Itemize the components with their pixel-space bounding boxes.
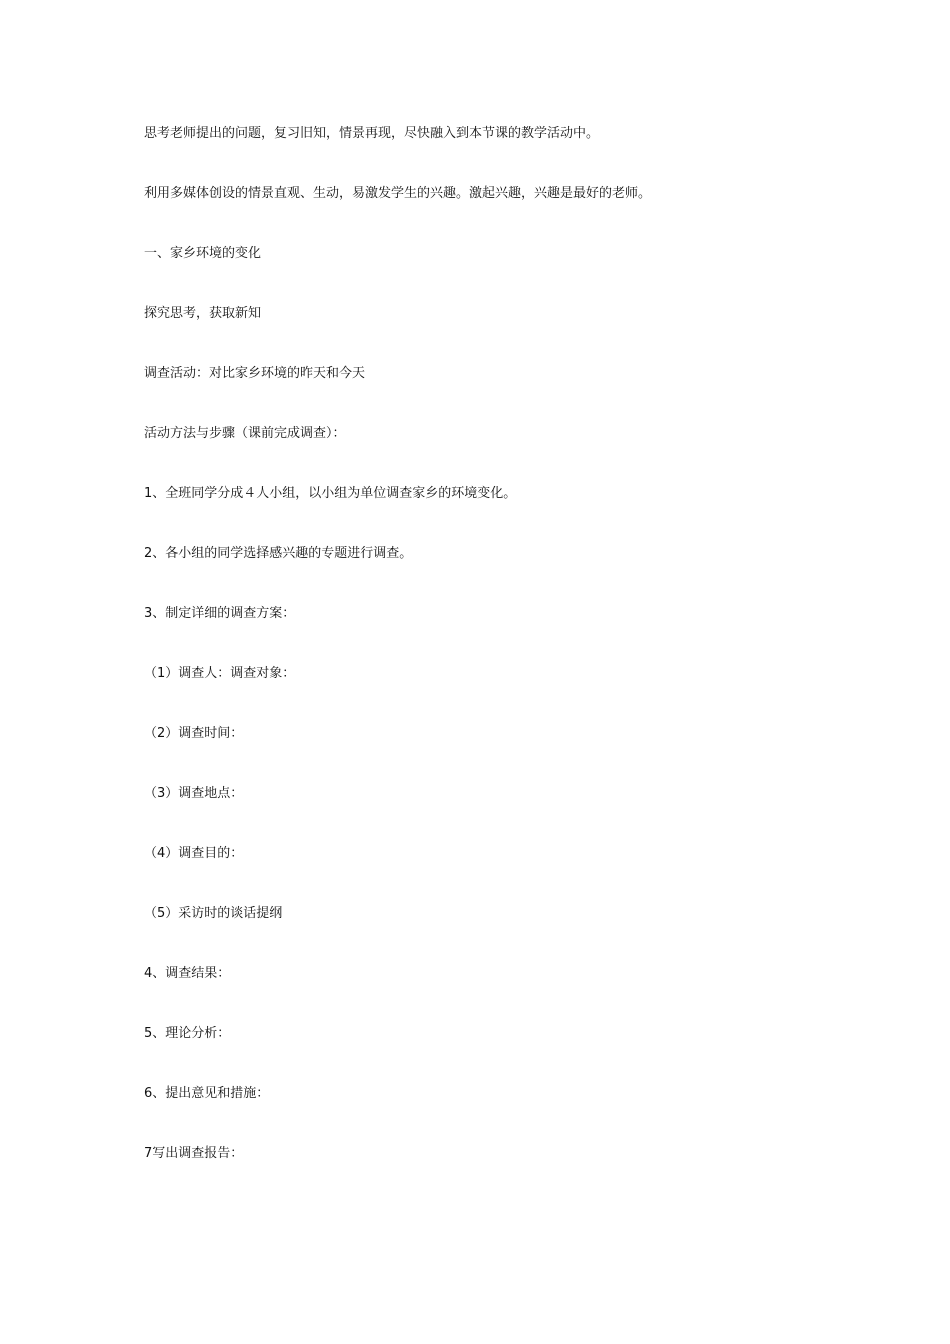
paragraph-explore: 探究思考，获取新知 (144, 306, 262, 321)
list-item-step-3: 3、制定详细的调查方案： (144, 606, 296, 621)
paragraph-method-steps: 活动方法与步骤（课前完成调查）： (144, 426, 346, 441)
paragraph-intro-review: 思考老师提出的问题，复习旧知，情景再现，尽快融入到本节课的教学活动中。 (144, 126, 600, 141)
sub-item-1: （1）调查人：调查对象： (144, 666, 296, 681)
list-item-step-7: 7写出调查报告： (144, 1146, 244, 1161)
document-body (144, 124, 824, 1204)
sub-item-2: （2）调查时间： (144, 726, 244, 741)
sub-item-4: （4）调查目的： (144, 846, 244, 861)
sub-item-5: （5）采访时的谈话提纲 (144, 906, 283, 921)
list-item-step-4: 4、调查结果： (144, 966, 231, 981)
paragraph-multimedia: 利用多媒体创设的情景直观、生动，易激发学生的兴趣。激起兴趣，兴趣是最好的老师。 (144, 186, 652, 201)
list-item-step-5: 5、理论分析： (144, 1026, 231, 1041)
paragraph-survey-activity: 调查活动：对比家乡环境的昨天和今天 (144, 366, 366, 381)
list-item-step-2: 2、各小组的同学选择感兴趣的专题进行调查。 (144, 546, 413, 561)
list-item-step-1: 1、全班同学分成４人小组，以小组为单位调查家乡的环境变化。 (144, 486, 517, 501)
sub-item-3: （3）调查地点： (144, 786, 244, 801)
list-item-step-6: 6、提出意见和措施： (144, 1086, 270, 1101)
section-heading: 一、家乡环境的变化 (144, 246, 262, 261)
